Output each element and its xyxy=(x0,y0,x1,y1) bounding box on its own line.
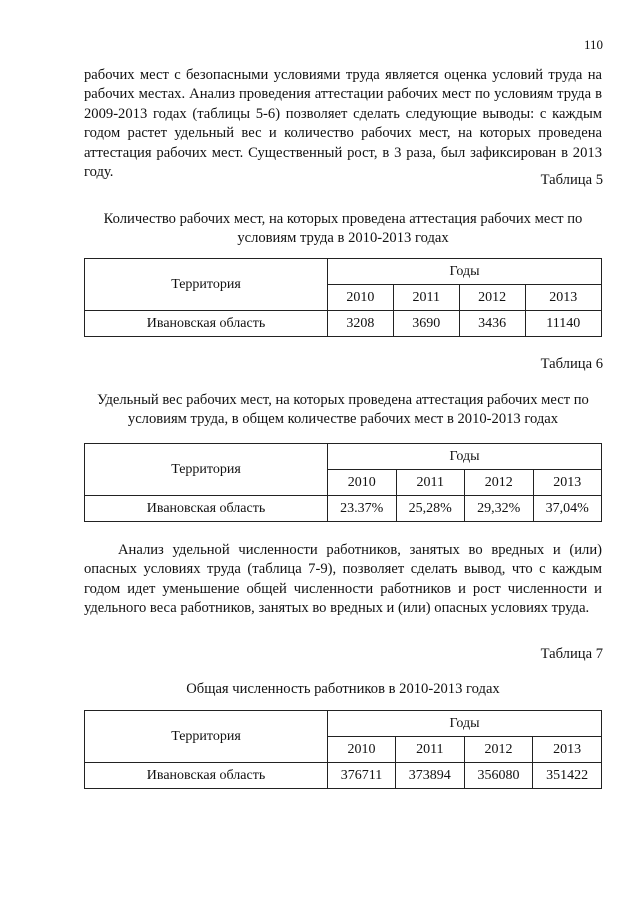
value-cell: 351422 xyxy=(533,763,602,789)
years-header: Годы xyxy=(328,711,602,737)
value-cell: 37,04% xyxy=(533,496,602,522)
value-cell: 11140 xyxy=(525,311,601,337)
year-cell: 2010 xyxy=(328,737,396,763)
value-cell: 23.37% xyxy=(328,496,397,522)
year-cell: 2012 xyxy=(459,285,525,311)
row-label: Ивановская область xyxy=(85,496,328,522)
year-cell: 2012 xyxy=(465,470,534,496)
value-cell: 25,28% xyxy=(396,496,465,522)
paragraph-intro: рабочих мест с безопасными условиями труда является оценка условий труда на рабочих местах. Анализ проведения аттестации рабочих мест по условиям труда в 2009-2013 годах (таблицы 5-6) позволяет сделать следующие выводы: с каждым годом растет удельный вес и количество рабочих мест, на которых проведена аттестация рабочих мест. Существенный рост, в 3 раза, был зафиксирован в 2013 году. xyxy=(84,67,602,181)
value-cell: 356080 xyxy=(464,763,533,789)
years-header: Годы xyxy=(328,444,602,470)
table-5 xyxy=(84,258,602,337)
table-7 xyxy=(84,710,602,789)
table-5-label: Таблица 5 xyxy=(540,172,603,188)
year-cell: 2013 xyxy=(533,470,602,496)
table-header-row xyxy=(85,711,602,737)
paragraph-analysis: Анализ удельной численности работников, занятых во вредных и (или) опасных условиях труда (таблица 7-9), позволяет сделать вывод, что с каждым годом идет уменьшение общей численности работников и рост численности и удельного веса работников, занятых во вредных и (или) опасных условиях труда. xyxy=(84,542,602,617)
table-row xyxy=(85,763,602,789)
year-cell: 2010 xyxy=(328,285,394,311)
years-header: Годы xyxy=(328,259,602,285)
year-cell: 2010 xyxy=(328,470,397,496)
year-cell: 2011 xyxy=(395,737,464,763)
table-row xyxy=(85,496,602,522)
year-cell: 2013 xyxy=(525,285,601,311)
territory-header: Территория xyxy=(85,444,328,496)
table-header-row xyxy=(85,444,602,470)
year-cell: 2011 xyxy=(393,285,459,311)
territory-header: Территория xyxy=(85,259,328,311)
table-7-label: Таблица 7 xyxy=(540,646,603,662)
value-cell: 3208 xyxy=(328,311,394,337)
year-cell: 2013 xyxy=(533,737,602,763)
table-5-caption: Количество рабочих мест, на которых проведена аттестация рабочих мест по условиям труда в 2010-2013 годах xyxy=(103,211,583,247)
year-cell: 2011 xyxy=(396,470,465,496)
value-cell: 29,32% xyxy=(465,496,534,522)
value-cell: 3690 xyxy=(393,311,459,337)
row-label: Ивановская область xyxy=(85,311,328,337)
value-cell: 3436 xyxy=(459,311,525,337)
page-number: 110 xyxy=(583,37,603,52)
row-label: Ивановская область xyxy=(85,763,328,789)
table-row xyxy=(85,311,602,337)
table-7-caption: Общая численность работников в 2010-2013 годах xyxy=(186,681,500,697)
table-6-caption: Удельный вес рабочих мест, на которых проведена аттестация рабочих мест по условиям труда, в общем количестве рабочих мест в 2010-2013 годах xyxy=(97,392,589,428)
territory-header: Территория xyxy=(85,711,328,763)
value-cell: 373894 xyxy=(395,763,464,789)
table-6-label: Таблица 6 xyxy=(540,356,603,372)
table-6 xyxy=(84,443,602,522)
table-header-row xyxy=(85,259,602,285)
value-cell: 376711 xyxy=(328,763,396,789)
year-cell: 2012 xyxy=(464,737,533,763)
